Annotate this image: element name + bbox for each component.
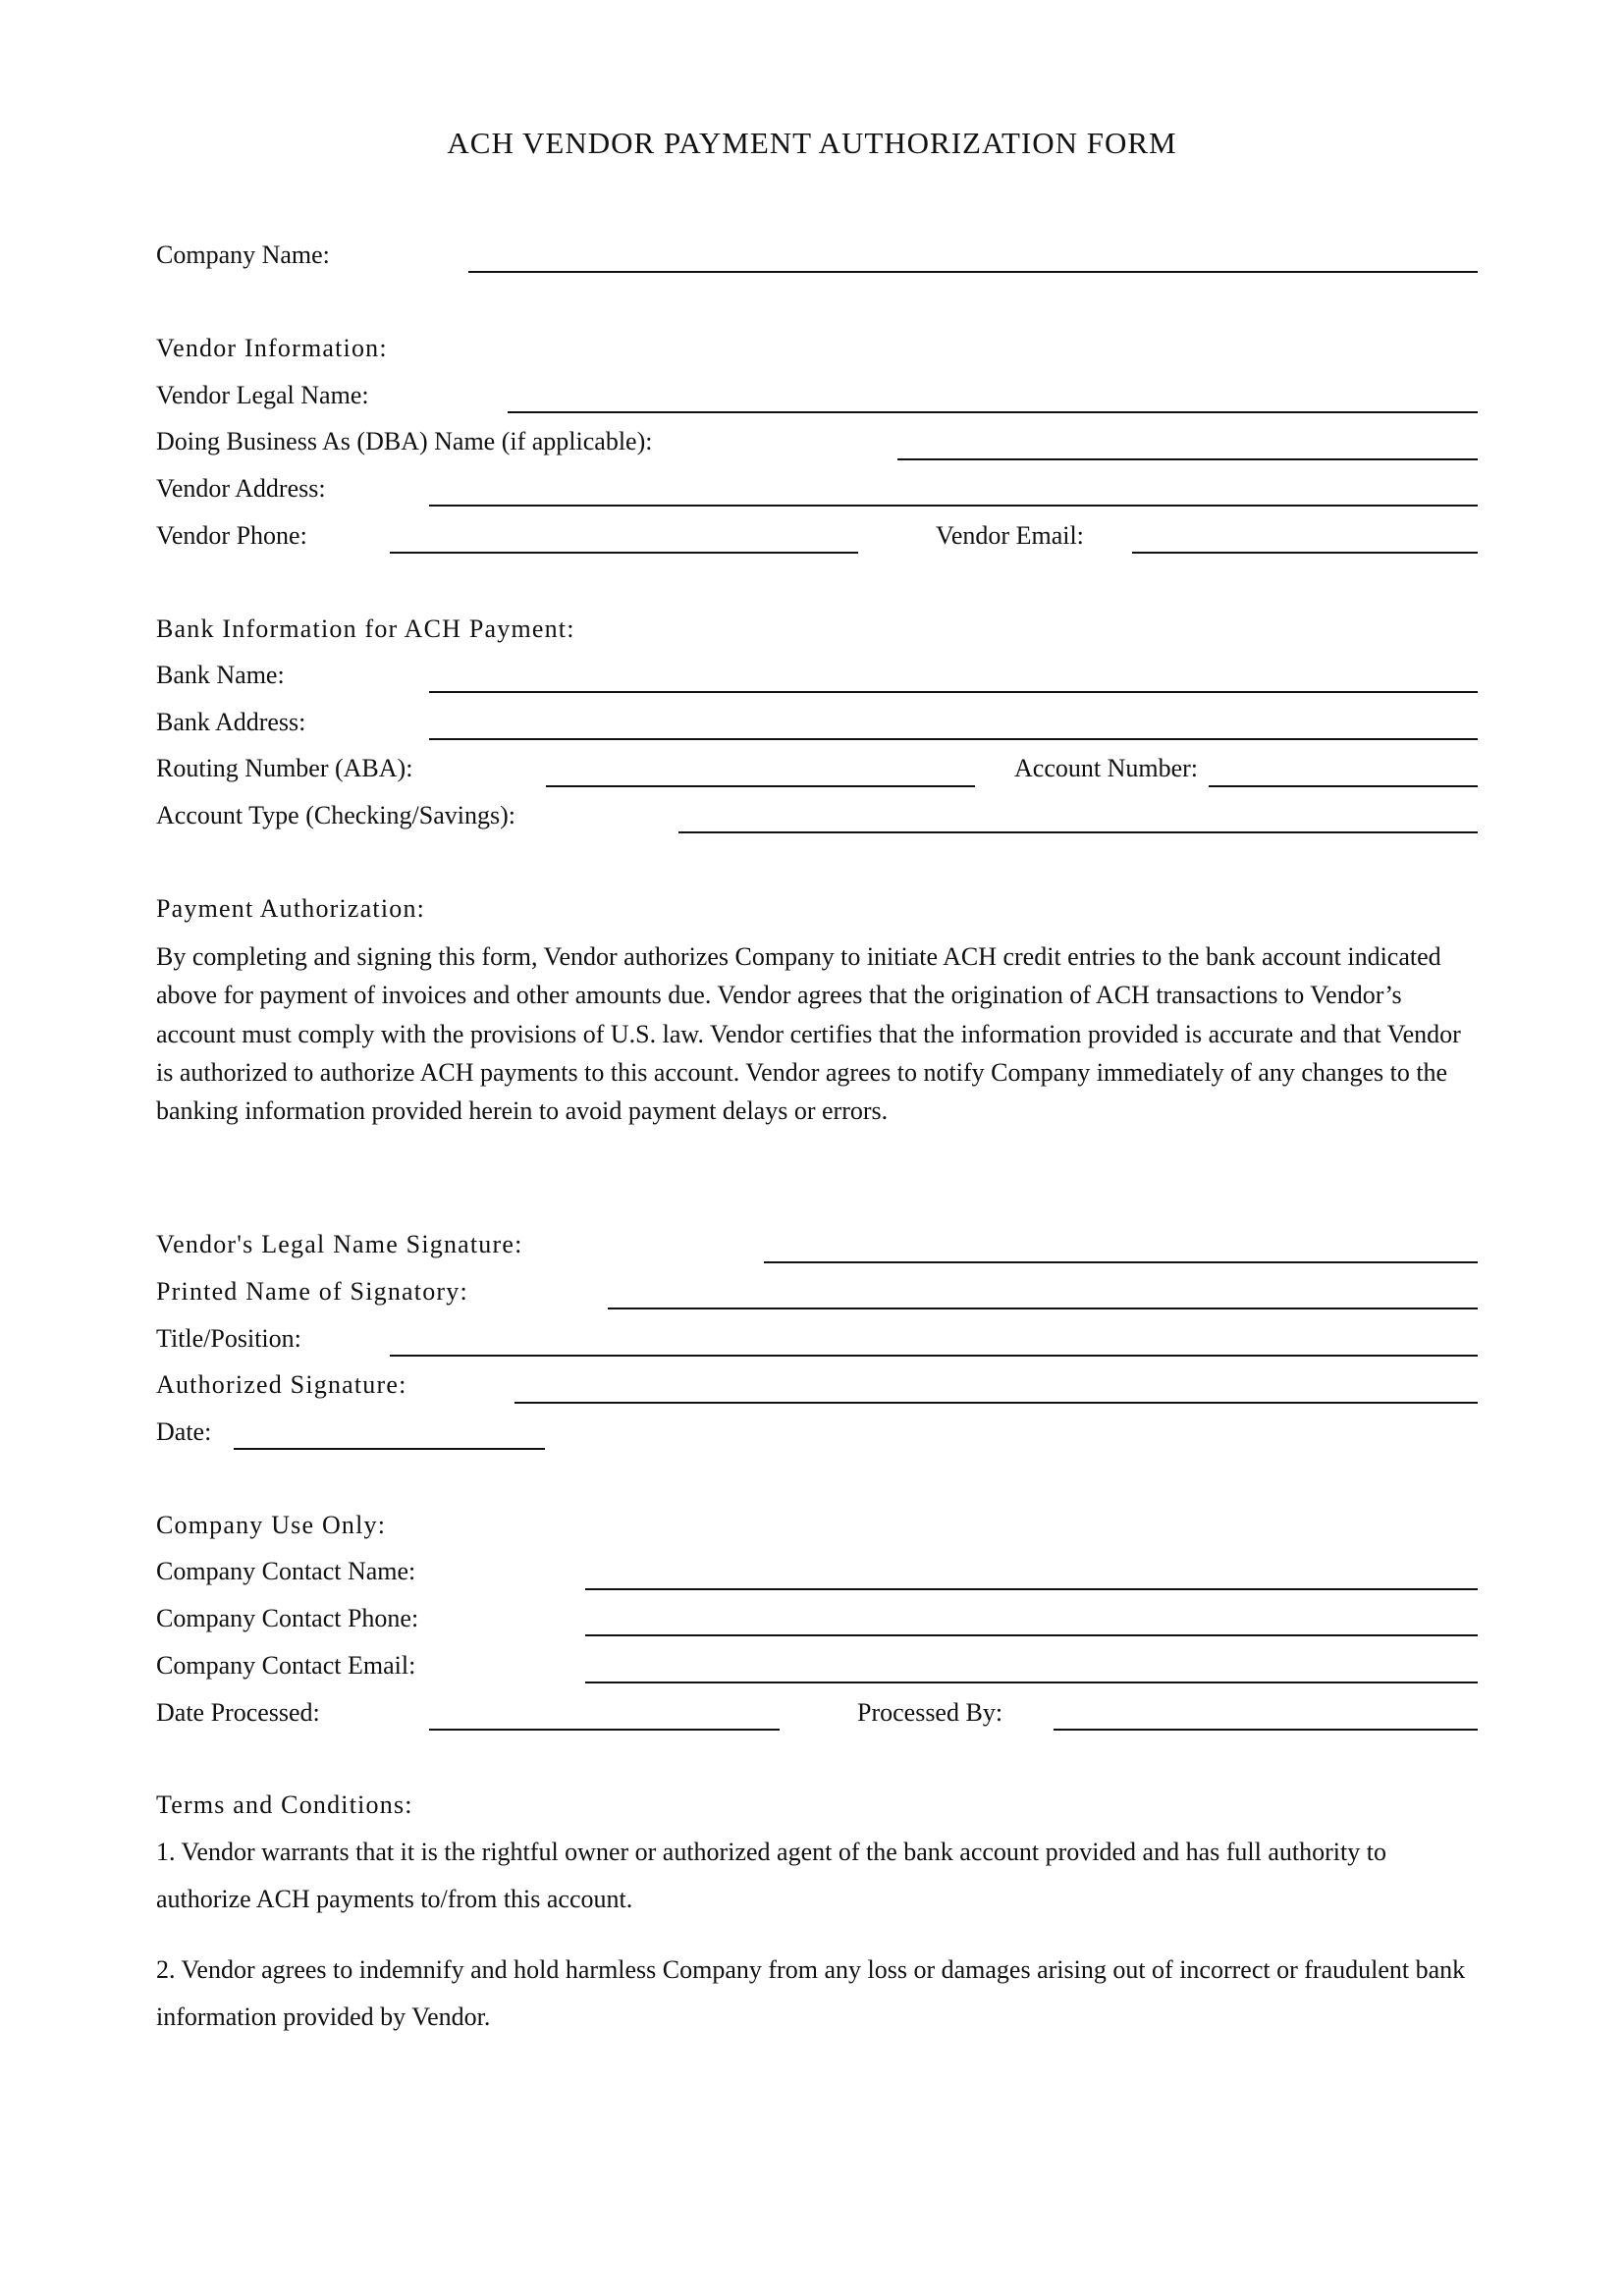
title-position-field[interactable] [390, 1355, 1478, 1357]
dba-name-field[interactable] [897, 458, 1478, 460]
bank-address-field[interactable] [429, 738, 1478, 740]
company-name-field[interactable] [468, 271, 1478, 273]
vendor-info-heading: Vendor Information: [156, 334, 388, 362]
authorized-signature-field[interactable] [514, 1402, 1478, 1404]
company-name-label: Company Name: [156, 240, 330, 269]
printed-name-label: Printed Name of Signatory: [156, 1277, 468, 1306]
date-processed-label: Date Processed: [156, 1698, 320, 1727]
bank-address-label: Bank Address: [156, 708, 306, 736]
terms-item-2: 2. Vendor agrees to indemnify and hold harmless Company from any loss or damages arising out of incorrect or fraudulent bank information provided by Vendor. [156, 1955, 1466, 2031]
bank-name-field[interactable] [429, 691, 1478, 693]
vendor-phone-field[interactable] [390, 552, 858, 554]
bank-name-label: Bank Name: [156, 661, 285, 689]
company-contact-phone-label: Company Contact Phone: [156, 1604, 419, 1632]
bank-info-heading: Bank Information for ACH Payment: [156, 614, 575, 643]
date-processed-field[interactable] [429, 1729, 780, 1731]
authorized-signature-label: Authorized Signature: [156, 1370, 407, 1399]
title-position-label: Title/Position: [156, 1324, 301, 1353]
company-contact-email-field[interactable] [585, 1682, 1478, 1683]
terms-heading: Terms and Conditions: [156, 1790, 413, 1819]
company-use-heading: Company Use Only: [156, 1511, 387, 1539]
account-number-field[interactable] [1209, 785, 1478, 787]
vendor-legal-name-label: Vendor Legal Name: [156, 381, 369, 409]
processed-by-field[interactable] [1054, 1729, 1478, 1731]
company-contact-phone-field[interactable] [585, 1634, 1478, 1636]
payment-authorization-text: By completing and signing this form, Vendor authorizes Company to initiate ACH credit entries to the bank account indicated above for payment of invoices and other amounts due. Vendor agrees that the origination of ACH transactions to Vendor’s account must comply with the provisions of U.S. law. Vendor certifies that the information provided is accurate and that Vendor is authorized to authorize ACH payments to this account. Vendor agrees to notify Company immediately of any changes to the banking information provided herein to avoid payment delays or errors. [156, 942, 1461, 1126]
vendor-email-field[interactable] [1132, 552, 1478, 554]
company-contact-email-label: Company Contact Email: [156, 1651, 416, 1680]
dba-name-label: Doing Business As (DBA) Name (if applicable): [156, 427, 653, 455]
routing-number-field[interactable] [546, 785, 975, 787]
signature-date-label: Date: [156, 1417, 212, 1446]
vendor-legal-name-field[interactable] [508, 411, 1478, 413]
vendor-signature-label: Vendor's Legal Name Signature: [156, 1230, 523, 1258]
account-number-label: Account Number: [1014, 754, 1199, 782]
company-contact-name-label: Company Contact Name: [156, 1557, 416, 1585]
vendor-phone-label: Vendor Phone: [156, 521, 307, 550]
vendor-address-label: Vendor Address: [156, 474, 326, 503]
form-title: ACH VENDOR PAYMENT AUTHORIZATION FORM [447, 126, 1177, 160]
account-type-label: Account Type (Checking/Savings): [156, 801, 515, 829]
routing-number-label: Routing Number (ABA): [156, 754, 413, 782]
printed-name-field[interactable] [608, 1308, 1478, 1309]
processed-by-label: Processed By: [857, 1698, 1003, 1727]
account-type-field[interactable] [678, 831, 1478, 833]
vendor-signature-field[interactable] [764, 1261, 1478, 1263]
terms-item-1: 1. Vendor warrants that it is the rightful owner or authorized agent of the bank account provided and has full authority to authorize ACH payments to/from this account. [156, 1838, 1386, 1913]
payment-authorization-heading: Payment Authorization: [156, 894, 426, 923]
signature-date-field[interactable] [234, 1448, 545, 1450]
vendor-address-field[interactable] [429, 505, 1478, 507]
company-contact-name-field[interactable] [585, 1588, 1478, 1590]
vendor-email-label: Vendor Email: [936, 521, 1084, 550]
